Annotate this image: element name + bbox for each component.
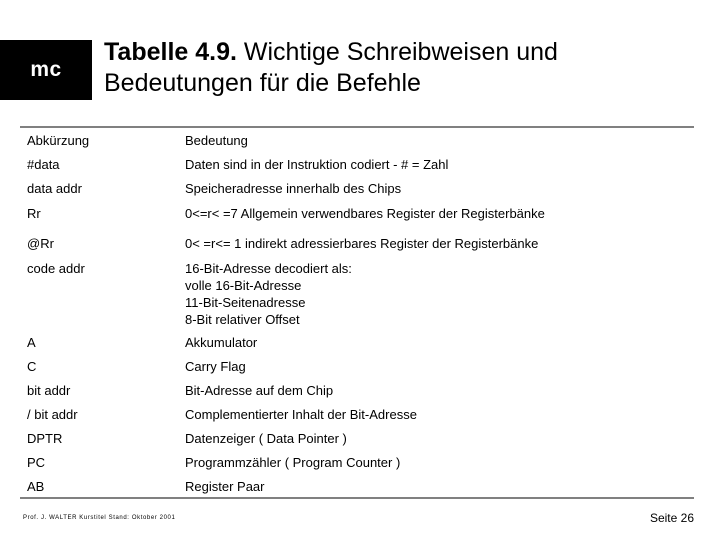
cell-abbr: A	[27, 335, 36, 350]
page-title	[104, 37, 704, 99]
top-divider	[20, 126, 694, 128]
cell-abbr: C	[27, 359, 37, 374]
cell-meaning: Complementierter Inhalt der Bit-Adresse	[185, 407, 417, 422]
cell-abbr: Rr	[27, 206, 41, 221]
page-number: Seite 26	[649, 511, 694, 525]
footer-credit: Prof. J. WALTER Kurstitel Stand: Oktober 2001	[23, 515, 176, 521]
cell-meaning: 0< =r<= 1 indirekt adressierbares Register der Registerbänke	[185, 236, 539, 251]
cell-abbr: bit addr	[27, 383, 71, 398]
cell-abbr: @Rr	[27, 236, 54, 251]
cell-meaning: Programmzähler ( Program Counter )	[185, 455, 401, 470]
cell-meaning: Daten sind in der Instruktion codiert - # = Zahl	[185, 157, 449, 172]
cell-abbr: PC	[27, 455, 46, 470]
table-caption: Wichtige Schreibweisen und Bedeutungen für die Befehle	[104, 38, 558, 97]
cell-meaning: 0<=r< =7 Allgemein verwendbares Register der Registerbänke	[185, 206, 545, 221]
cell-abbr: #data	[27, 157, 60, 172]
cell-abbr: code addr	[27, 261, 85, 276]
cell-abbr: AB	[27, 479, 45, 494]
cell-meaning: Register Paar	[185, 479, 265, 494]
cell-abbr: / bit addr	[27, 407, 78, 422]
cell-meaning: Bit-Adresse auf dem Chip	[185, 383, 334, 398]
cell-meaning: 16-Bit-Adresse decodiert als: volle 16-Bit-Adresse 11-Bit-Seitenadresse 8-Bit relativer Offset	[185, 261, 352, 327]
cell-meaning: Akkumulator	[185, 335, 258, 350]
column-header-meaning: Bedeutung	[185, 133, 248, 148]
table-number: Tabelle 4.9.	[104, 38, 237, 66]
column-header-abbr: Abkürzung	[27, 133, 90, 148]
cell-meaning: Speicheradresse innerhalb des Chips	[185, 181, 402, 196]
logo: mc	[0, 40, 92, 100]
cell-abbr: data addr	[27, 181, 82, 196]
cell-abbr: DPTR	[27, 431, 63, 446]
bottom-divider	[20, 497, 694, 499]
cell-meaning: Datenzeiger ( Data Pointer )	[185, 431, 347, 446]
cell-meaning: Carry Flag	[185, 359, 246, 374]
